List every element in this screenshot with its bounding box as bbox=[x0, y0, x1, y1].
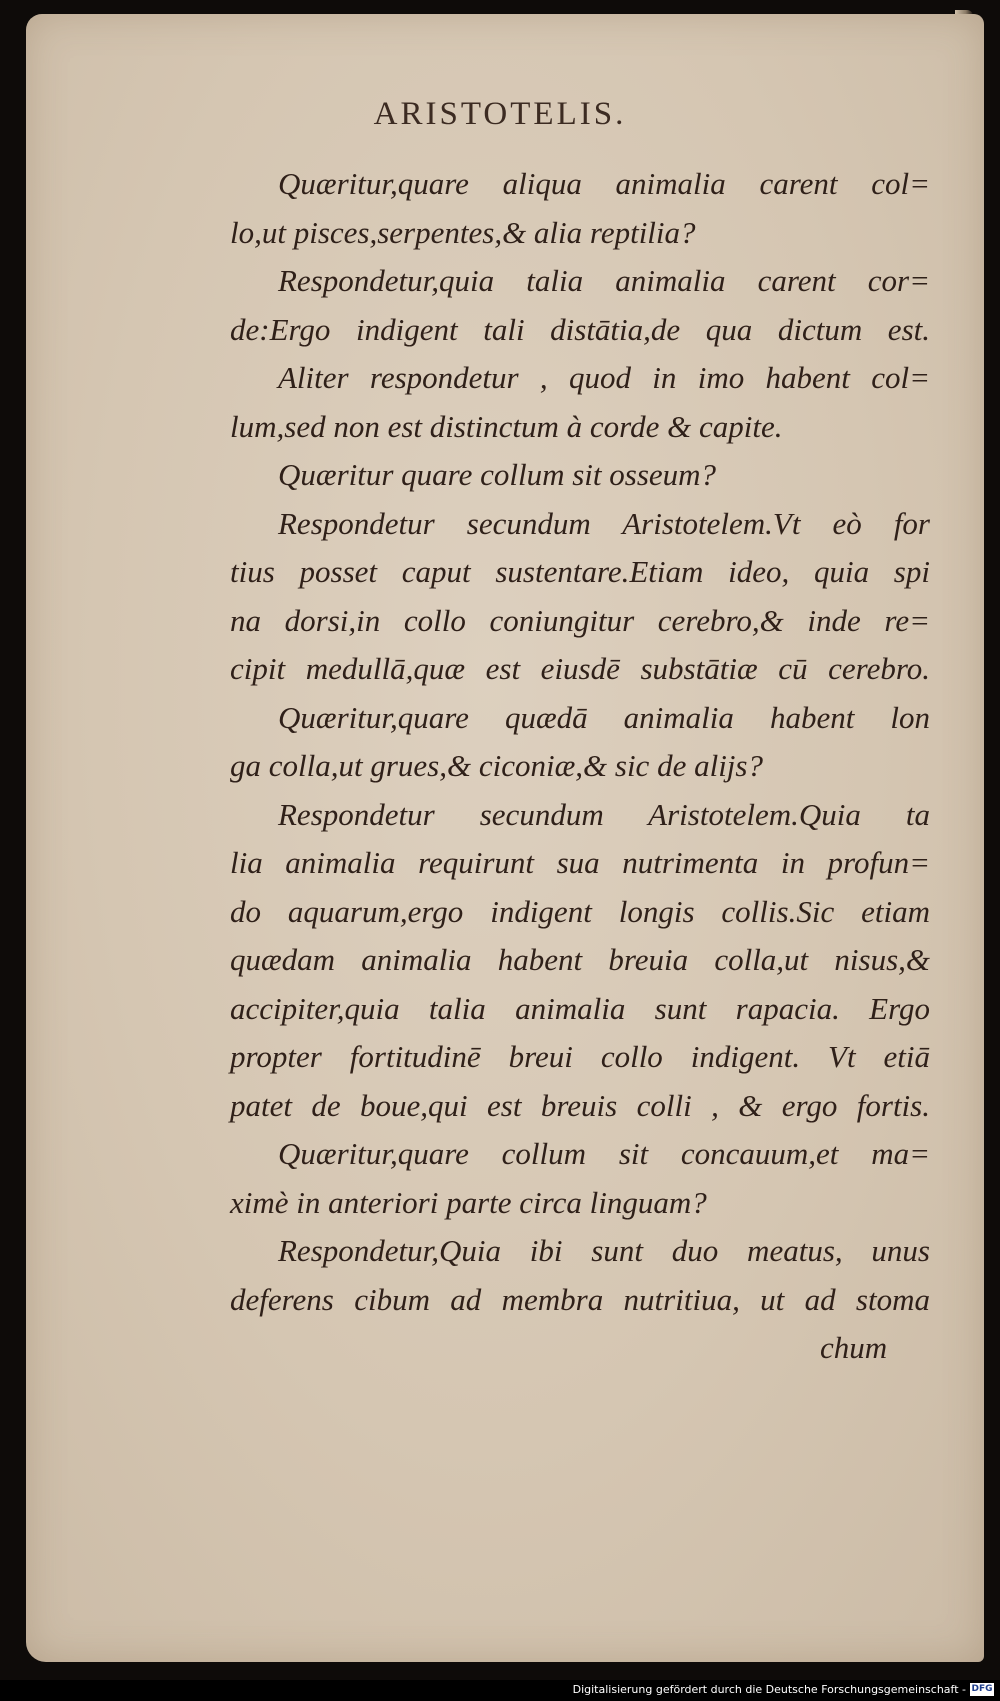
catchword: chum bbox=[820, 1330, 888, 1365]
text-line: na dorsi,in collo coniungitur cerebro,& inde re= bbox=[230, 602, 930, 638]
text-line: Aliter respondetur , quod in imo habent col= bbox=[278, 360, 930, 395]
dfg-logo: DFG bbox=[971, 1684, 993, 1694]
text-line: accipiter,quia talia animalia sunt rapacia. Ergo bbox=[230, 990, 930, 1026]
footer-credit: Digitalisierung gefördert durch die Deutsche Forschungsgemeinschaft - bbox=[572, 1683, 966, 1696]
text-line: Respondetur secundum Aristotelem.Quia ta bbox=[278, 796, 930, 832]
text-line: lum,sed non est distinctum à corde & capite. bbox=[230, 408, 783, 444]
text-line: propter fortitudinē breui collo indigent. Vt etiā bbox=[230, 1039, 930, 1074]
running-head: ARISTOTELIS. bbox=[373, 96, 627, 132]
text-block bbox=[230, 160, 930, 1324]
text-line: Quæritur quare collum sit osseum? bbox=[278, 457, 717, 492]
text-line: do aquarum,ergo indigent longis collis.Sic etiam bbox=[230, 893, 930, 929]
text-line: deferens cibum ad membra nutritiua, ut ad stoma bbox=[230, 1281, 930, 1317]
text-line: de:Ergo indigent tali distātia,de qua dictum est. bbox=[230, 311, 930, 347]
text-line: cipit medullā,quæ est eiusdē substātiæ cū cerebro. bbox=[230, 651, 930, 686]
text-line: patet de boue,qui est breuis colli , & ergo fortis. bbox=[230, 1087, 930, 1123]
text-line: lo,ut pisces,serpentes,& alia reptilia? bbox=[230, 214, 696, 250]
text-line: Quæritur,quare quædā animalia habent lon bbox=[278, 699, 930, 735]
digitization-footer bbox=[0, 1680, 1000, 1701]
text-line: lia animalia requirunt sua nutrimenta in profun= bbox=[230, 845, 930, 880]
text-line: ga colla,ut grues,& ciconiæ,& sic de alijs? bbox=[230, 748, 763, 783]
text-line: ximè in anteriori parte circa linguam? bbox=[230, 1184, 707, 1220]
text-line: Respondetur,quia talia animalia carent cor= bbox=[278, 263, 930, 298]
text-line: Quæritur,quare collum sit concauum,et ma= bbox=[278, 1136, 930, 1171]
text-line: quædam animalia habent breuia colla,ut nisus,& bbox=[230, 942, 930, 977]
text-line: tius posset caput sustentare.Etiam ideo, quia spi bbox=[230, 554, 930, 589]
text-line: Respondetur secundum Aristotelem.Vt eò for bbox=[278, 505, 930, 541]
text-line: Respondetur,Quia ibi sunt duo meatus, unus bbox=[278, 1233, 930, 1268]
text-line: Quæritur,quare aliqua animalia carent col= bbox=[278, 166, 930, 201]
